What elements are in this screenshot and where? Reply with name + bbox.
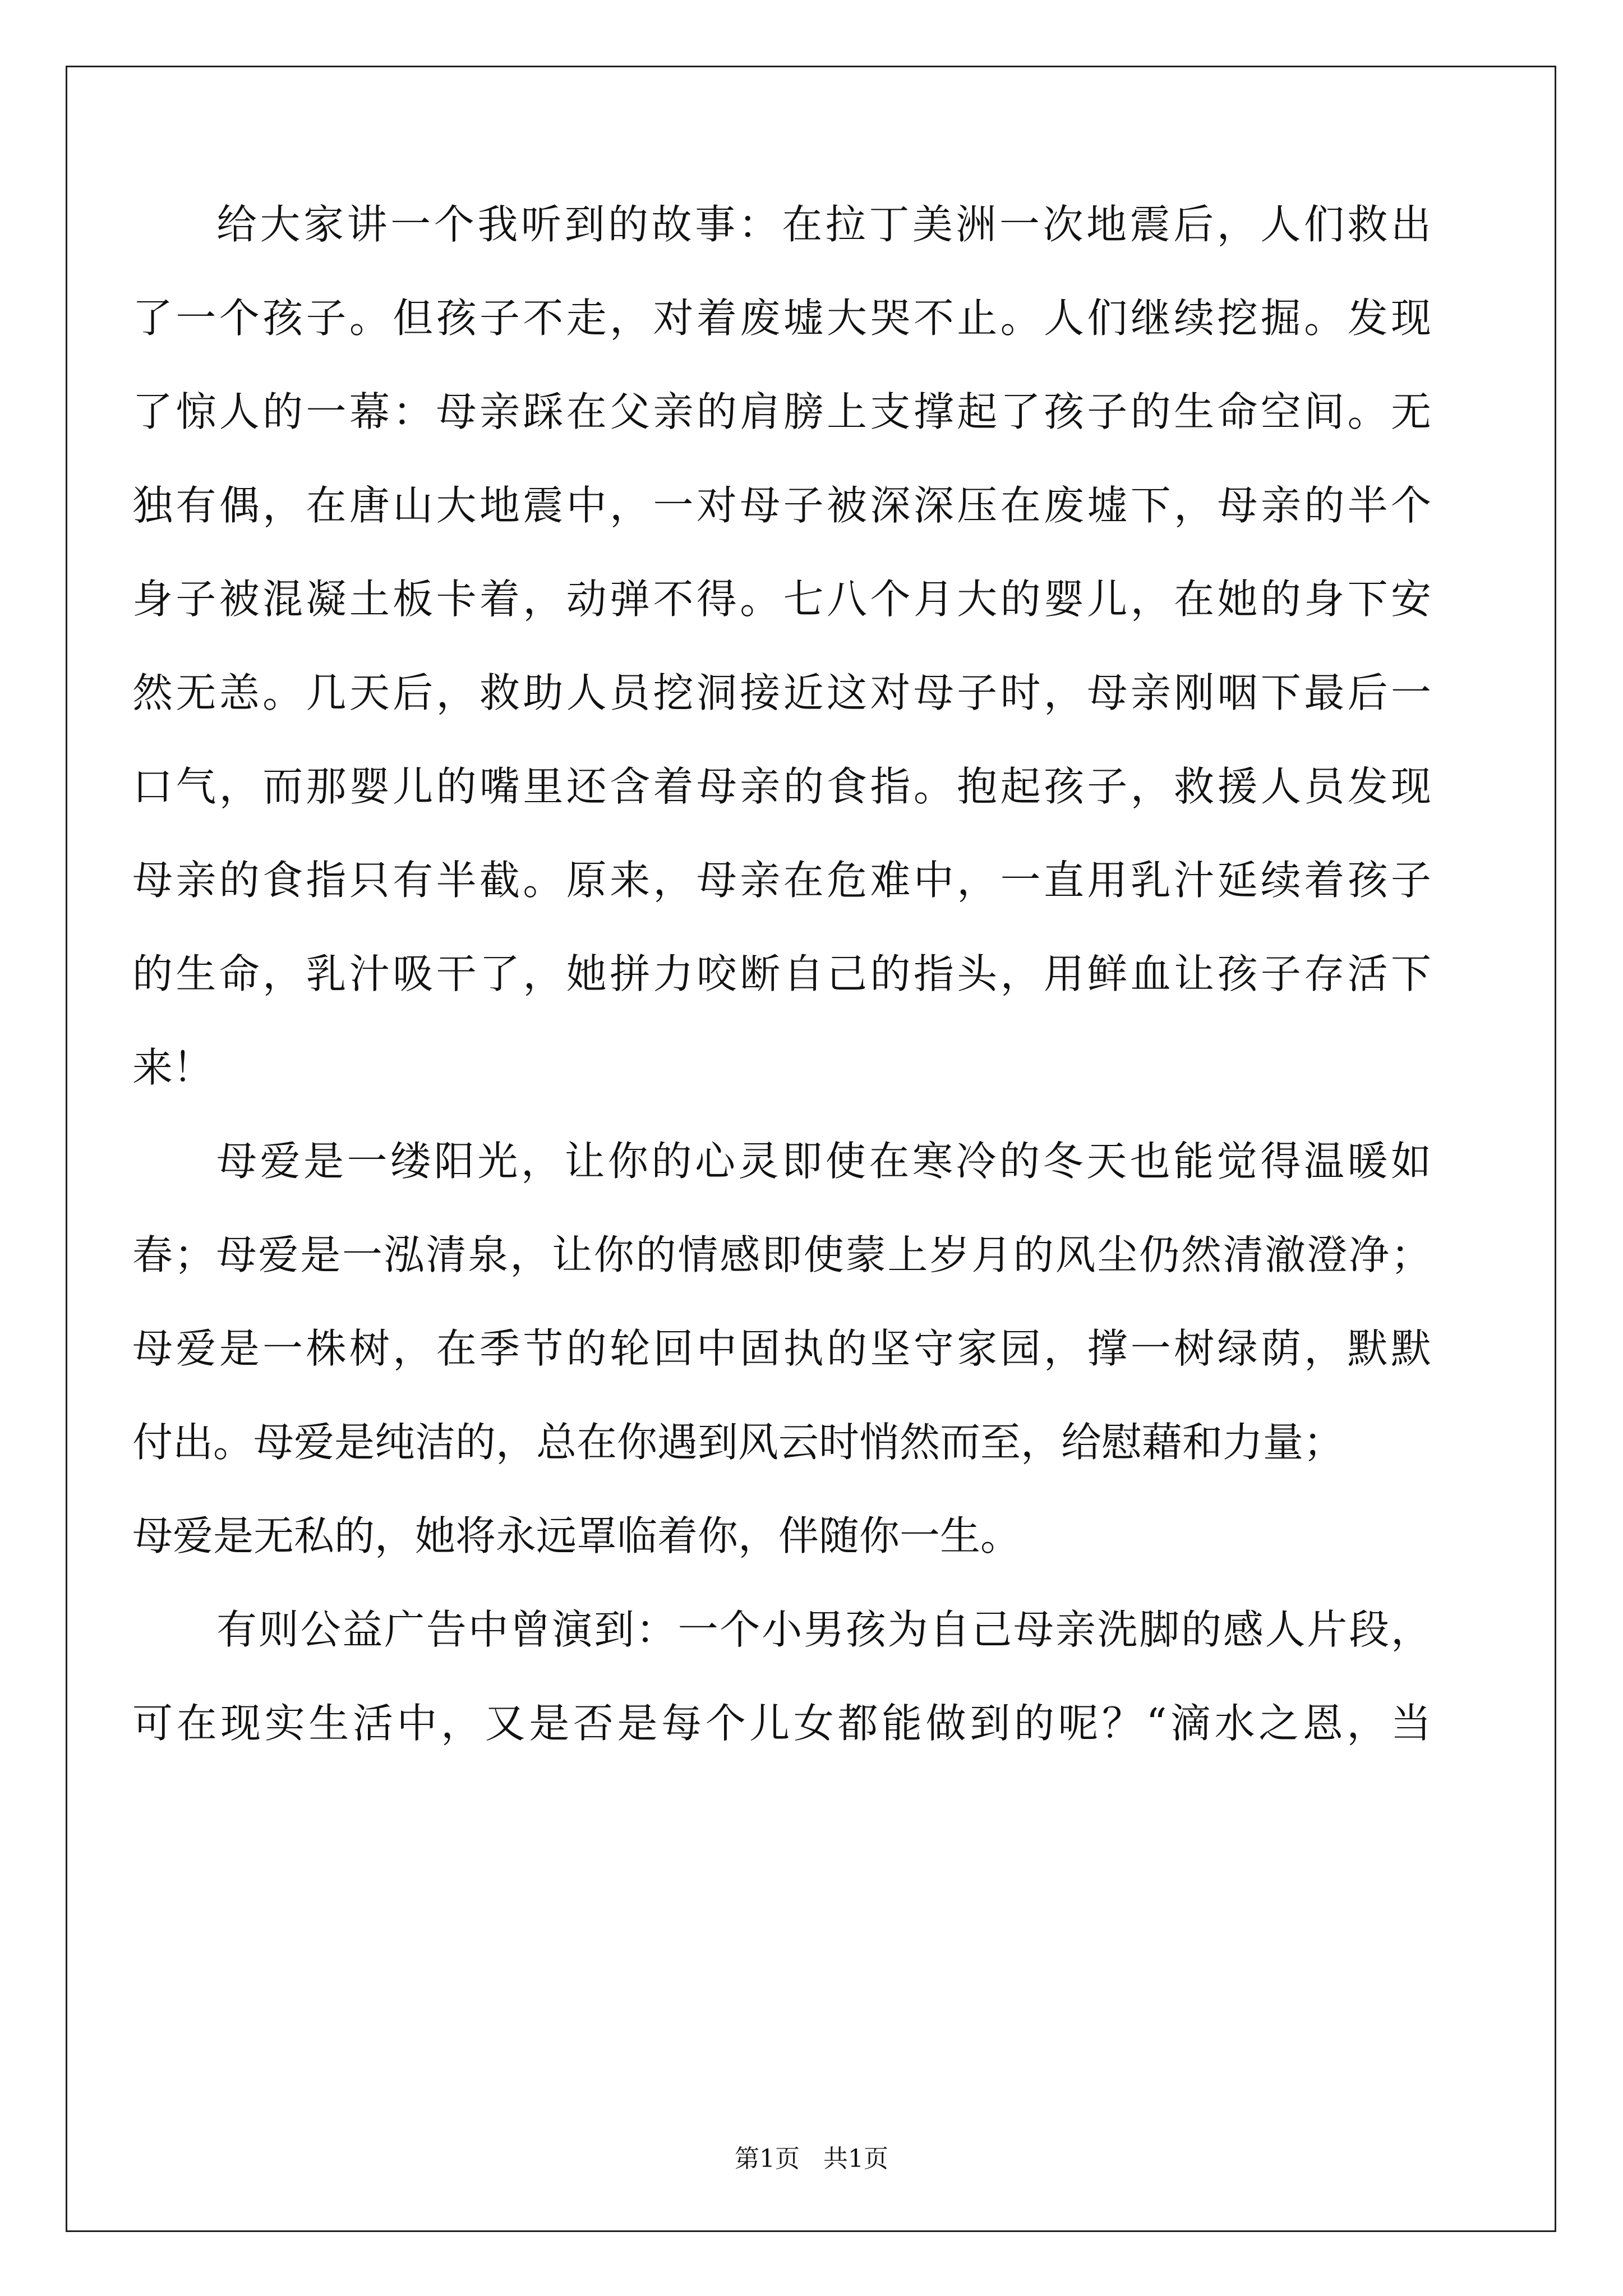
- paragraph-2-line-3: 母爱是一株树，在季节的轮回中固执的坚守家园，撑一树绿荫，默默: [132, 1325, 1431, 1372]
- paragraph-1-line-6: 然无恙。几天后，救助人员挖洞接近这对母子时，母亲刚咽下最后一: [132, 669, 1431, 716]
- paragraph-2-line-1: 母爱是一缕阳光，让你的心灵即使在寒冷的冬天也能觉得温暖如: [216, 1138, 1431, 1185]
- paragraph-2-line-4: 付出。母爱是纯洁的，总在你遇到风云时悄然而至，给慰藉和力量；: [132, 1419, 1344, 1466]
- paragraph-1-line-3: 了惊人的一幕：母亲踩在父亲的肩膀上支撑起了孩子的生命空间。无: [132, 388, 1431, 435]
- paragraph-1-line-4: 独有偶，在唐山大地震中，一对母子被深深压在废墟下，母亲的半个: [132, 482, 1431, 529]
- paragraph-2-line-2: 春；母爱是一泓清泉，让你的情感即使蒙上岁月的风尘仍然清澈澄净；: [132, 1231, 1431, 1278]
- paragraph-1-line-10: 来！: [132, 1044, 214, 1091]
- paragraph-3-line-2: 可在现实生活中，又是否是每个儿女都能做到的呢？“滴水之恩，当: [132, 1700, 1431, 1747]
- paragraph-1-line-5: 身子被混凝土板卡着，动弹不得。七八个月大的婴儿，在她的身下安: [132, 576, 1431, 623]
- paragraph-1-line-2: 了一个孩子。但孩子不走，对着废墟大哭不止。人们继续挖掘。发现: [132, 295, 1431, 342]
- paragraph-1-line-8: 母亲的食指只有半截。原来，母亲在危难中，一直用乳汁延续着孩子: [132, 857, 1431, 904]
- paragraph-1-line-9: 的生命，乳汁吸干了，她拼力咬断自己的指头，用鲜血让孩子存活下: [132, 950, 1431, 997]
- paragraph-3-line-1: 有则公益广告中曾演到：一个小男孩为自己母亲洗脚的感人片段，: [216, 1606, 1431, 1653]
- page-footer: 第1页 共1页: [735, 2145, 888, 2173]
- paragraph-2-line-5: 母爱是无私的，她将永远罩临着你，伴随你一生。: [132, 1512, 1021, 1559]
- paragraph-1-line-1: 给大家讲一个我听到的故事：在拉丁美洲一次地震后，人们救出: [216, 201, 1431, 248]
- paragraph-1-line-7: 口气，而那婴儿的嘴里还含着母亲的食指。抱起孩子，救援人员发现: [132, 763, 1431, 810]
